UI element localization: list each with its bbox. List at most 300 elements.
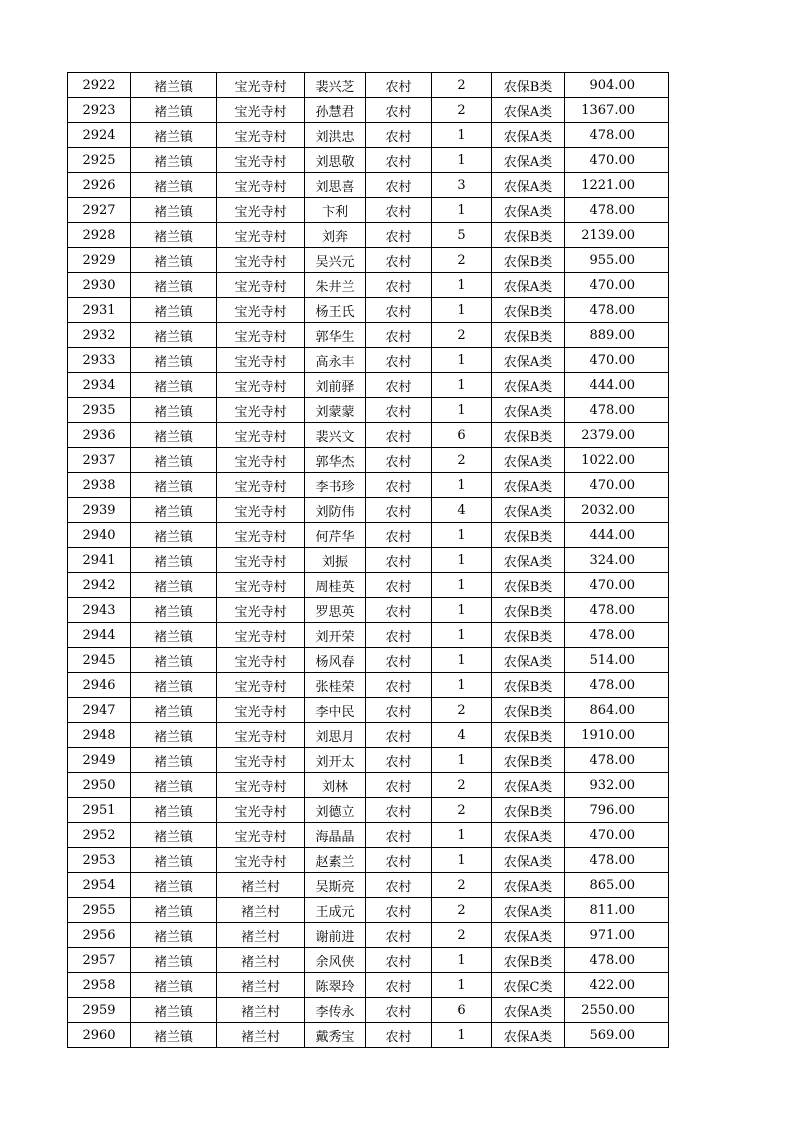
town-cell: 褚兰镇	[131, 423, 217, 448]
insurance-category-cell: 农保B类	[492, 748, 565, 773]
amount-cell: 889.00	[565, 323, 669, 348]
village-cell: 宝光寺村	[217, 398, 305, 423]
household-size-cell: 1	[432, 823, 492, 848]
name-cell: 李传永	[305, 998, 366, 1023]
household-size-cell: 2	[432, 248, 492, 273]
amount-cell: 478.00	[565, 198, 669, 223]
town-cell: 褚兰镇	[131, 198, 217, 223]
household-size-cell: 1	[432, 298, 492, 323]
name-cell: 刘思敬	[305, 148, 366, 173]
village-cell: 褚兰村	[217, 898, 305, 923]
insurance-category-cell: 农保B类	[492, 73, 565, 98]
name-cell: 赵素兰	[305, 848, 366, 873]
table-row	[68, 473, 669, 498]
household-size-cell: 1	[432, 573, 492, 598]
area-type-cell: 农村	[366, 923, 432, 948]
table-row	[68, 548, 669, 573]
table-row	[68, 623, 669, 648]
village-cell: 宝光寺村	[217, 823, 305, 848]
table-row	[68, 323, 669, 348]
amount-cell: 1910.00	[565, 723, 669, 748]
town-cell: 褚兰镇	[131, 173, 217, 198]
row-number-cell: 2944	[68, 623, 131, 648]
table-row	[68, 898, 669, 923]
table-row	[68, 123, 669, 148]
household-size-cell: 2	[432, 923, 492, 948]
name-cell: 余风侠	[305, 948, 366, 973]
row-number-cell: 2941	[68, 548, 131, 573]
amount-cell: 470.00	[565, 823, 669, 848]
name-cell: 谢前进	[305, 923, 366, 948]
insurance-category-cell: 农保B类	[492, 723, 565, 748]
table-row	[68, 823, 669, 848]
household-size-cell: 2	[432, 873, 492, 898]
village-cell: 褚兰村	[217, 1023, 305, 1048]
town-cell: 褚兰镇	[131, 848, 217, 873]
table-row	[68, 923, 669, 948]
town-cell: 褚兰镇	[131, 898, 217, 923]
amount-cell: 478.00	[565, 748, 669, 773]
table-row	[68, 598, 669, 623]
amount-cell: 569.00	[565, 1023, 669, 1048]
village-cell: 宝光寺村	[217, 123, 305, 148]
town-cell: 褚兰镇	[131, 448, 217, 473]
town-cell: 褚兰镇	[131, 473, 217, 498]
amount-cell: 478.00	[565, 673, 669, 698]
row-number-cell: 2926	[68, 173, 131, 198]
amount-cell: 470.00	[565, 148, 669, 173]
town-cell: 褚兰镇	[131, 923, 217, 948]
area-type-cell: 农村	[366, 323, 432, 348]
area-type-cell: 农村	[366, 398, 432, 423]
insurance-category-cell: 农保B类	[492, 698, 565, 723]
household-size-cell: 1	[432, 348, 492, 373]
row-number-cell: 2940	[68, 523, 131, 548]
village-cell: 宝光寺村	[217, 523, 305, 548]
area-type-cell: 农村	[366, 223, 432, 248]
household-size-cell: 1	[432, 648, 492, 673]
area-type-cell: 农村	[366, 973, 432, 998]
row-number-cell: 2955	[68, 898, 131, 923]
household-size-cell: 2	[432, 448, 492, 473]
insurance-category-cell: 农保B类	[492, 223, 565, 248]
amount-cell: 2032.00	[565, 498, 669, 523]
area-type-cell: 农村	[366, 173, 432, 198]
name-cell: 何芹华	[305, 523, 366, 548]
household-size-cell: 1	[432, 148, 492, 173]
household-size-cell: 1	[432, 848, 492, 873]
village-cell: 宝光寺村	[217, 673, 305, 698]
area-type-cell: 农村	[366, 523, 432, 548]
household-size-cell: 1	[432, 948, 492, 973]
amount-cell: 422.00	[565, 973, 669, 998]
row-number-cell: 2929	[68, 248, 131, 273]
insurance-category-cell: 农保A类	[492, 898, 565, 923]
amount-cell: 2379.00	[565, 423, 669, 448]
town-cell: 褚兰镇	[131, 98, 217, 123]
area-type-cell: 农村	[366, 473, 432, 498]
name-cell: 李中民	[305, 698, 366, 723]
row-number-cell: 2924	[68, 123, 131, 148]
town-cell: 褚兰镇	[131, 798, 217, 823]
area-type-cell: 农村	[366, 798, 432, 823]
household-size-cell: 2	[432, 98, 492, 123]
row-number-cell: 2933	[68, 348, 131, 373]
village-cell: 褚兰村	[217, 923, 305, 948]
town-cell: 褚兰镇	[131, 398, 217, 423]
town-cell: 褚兰镇	[131, 73, 217, 98]
amount-cell: 470.00	[565, 573, 669, 598]
village-cell: 褚兰村	[217, 973, 305, 998]
name-cell: 刘开荣	[305, 623, 366, 648]
area-type-cell: 农村	[366, 698, 432, 723]
table-row	[68, 198, 669, 223]
table-row	[68, 648, 669, 673]
name-cell: 刘蒙蒙	[305, 398, 366, 423]
row-number-cell: 2956	[68, 923, 131, 948]
household-size-cell: 1	[432, 548, 492, 573]
village-cell: 宝光寺村	[217, 173, 305, 198]
table-row	[68, 573, 669, 598]
row-number-cell: 2959	[68, 998, 131, 1023]
household-size-cell: 1	[432, 473, 492, 498]
insurance-category-cell: 农保B类	[492, 573, 565, 598]
area-type-cell: 农村	[366, 198, 432, 223]
table-row	[68, 498, 669, 523]
row-number-cell: 2943	[68, 598, 131, 623]
household-size-cell: 1	[432, 273, 492, 298]
name-cell: 裴兴芝	[305, 73, 366, 98]
amount-cell: 478.00	[565, 623, 669, 648]
insurance-category-cell: 农保A类	[492, 498, 565, 523]
village-cell: 宝光寺村	[217, 298, 305, 323]
row-number-cell: 2928	[68, 223, 131, 248]
table-row	[68, 948, 669, 973]
town-cell: 褚兰镇	[131, 373, 217, 398]
name-cell: 裴兴文	[305, 423, 366, 448]
table-row	[68, 148, 669, 173]
table-row	[68, 973, 669, 998]
town-cell: 褚兰镇	[131, 123, 217, 148]
town-cell: 褚兰镇	[131, 323, 217, 348]
table-row	[68, 348, 669, 373]
table-row	[68, 398, 669, 423]
household-size-cell: 4	[432, 723, 492, 748]
town-cell: 褚兰镇	[131, 523, 217, 548]
village-cell: 宝光寺村	[217, 748, 305, 773]
area-type-cell: 农村	[366, 298, 432, 323]
row-number-cell: 2931	[68, 298, 131, 323]
row-number-cell: 2952	[68, 823, 131, 848]
amount-cell: 470.00	[565, 273, 669, 298]
town-cell: 褚兰镇	[131, 873, 217, 898]
row-number-cell: 2923	[68, 98, 131, 123]
town-cell: 褚兰镇	[131, 823, 217, 848]
name-cell: 海晶晶	[305, 823, 366, 848]
name-cell: 李书珍	[305, 473, 366, 498]
insurance-category-cell: 农保B类	[492, 423, 565, 448]
table-row	[68, 1023, 669, 1048]
area-type-cell: 农村	[366, 73, 432, 98]
row-number-cell: 2930	[68, 273, 131, 298]
row-number-cell: 2958	[68, 973, 131, 998]
amount-cell: 470.00	[565, 473, 669, 498]
table-row	[68, 73, 669, 98]
household-size-cell: 1	[432, 398, 492, 423]
amount-cell: 324.00	[565, 548, 669, 573]
household-size-cell: 1	[432, 973, 492, 998]
insurance-category-cell: 农保B类	[492, 323, 565, 348]
amount-cell: 444.00	[565, 523, 669, 548]
insurance-category-cell: 农保A类	[492, 448, 565, 473]
amount-cell: 478.00	[565, 848, 669, 873]
benefit-table-container	[67, 72, 669, 1048]
village-cell: 褚兰村	[217, 998, 305, 1023]
town-cell: 褚兰镇	[131, 773, 217, 798]
area-type-cell: 农村	[366, 548, 432, 573]
village-cell: 宝光寺村	[217, 373, 305, 398]
table-row	[68, 373, 669, 398]
area-type-cell: 农村	[366, 273, 432, 298]
insurance-category-cell: 农保A类	[492, 823, 565, 848]
insurance-category-cell: 农保A类	[492, 98, 565, 123]
insurance-category-cell: 农保B类	[492, 248, 565, 273]
town-cell: 褚兰镇	[131, 973, 217, 998]
table-row	[68, 748, 669, 773]
village-cell: 宝光寺村	[217, 723, 305, 748]
insurance-category-cell: 农保B类	[492, 298, 565, 323]
household-size-cell: 3	[432, 173, 492, 198]
benefit-table	[67, 72, 669, 1048]
insurance-category-cell: 农保B类	[492, 673, 565, 698]
amount-cell: 470.00	[565, 348, 669, 373]
row-number-cell: 2948	[68, 723, 131, 748]
insurance-category-cell: 农保B类	[492, 948, 565, 973]
area-type-cell: 农村	[366, 873, 432, 898]
village-cell: 宝光寺村	[217, 423, 305, 448]
insurance-category-cell: 农保A类	[492, 848, 565, 873]
area-type-cell: 农村	[366, 248, 432, 273]
name-cell: 杨王氏	[305, 298, 366, 323]
household-size-cell: 1	[432, 1023, 492, 1048]
amount-cell: 478.00	[565, 598, 669, 623]
household-size-cell: 2	[432, 898, 492, 923]
area-type-cell: 农村	[366, 123, 432, 148]
table-row	[68, 173, 669, 198]
village-cell: 褚兰村	[217, 948, 305, 973]
name-cell: 郭华生	[305, 323, 366, 348]
area-type-cell: 农村	[366, 1023, 432, 1048]
insurance-category-cell: 农保A类	[492, 373, 565, 398]
name-cell: 刘开太	[305, 748, 366, 773]
area-type-cell: 农村	[366, 148, 432, 173]
amount-cell: 2139.00	[565, 223, 669, 248]
insurance-category-cell: 农保A类	[492, 473, 565, 498]
name-cell: 张桂荣	[305, 673, 366, 698]
household-size-cell: 1	[432, 373, 492, 398]
row-number-cell: 2935	[68, 398, 131, 423]
village-cell: 宝光寺村	[217, 323, 305, 348]
name-cell: 刘林	[305, 773, 366, 798]
row-number-cell: 2932	[68, 323, 131, 348]
village-cell: 宝光寺村	[217, 223, 305, 248]
area-type-cell: 农村	[366, 898, 432, 923]
row-number-cell: 2939	[68, 498, 131, 523]
insurance-category-cell: 农保A类	[492, 548, 565, 573]
village-cell: 宝光寺村	[217, 348, 305, 373]
amount-cell: 811.00	[565, 898, 669, 923]
insurance-category-cell: 农保A类	[492, 173, 565, 198]
village-cell: 宝光寺村	[217, 73, 305, 98]
table-row	[68, 223, 669, 248]
town-cell: 褚兰镇	[131, 348, 217, 373]
household-size-cell: 2	[432, 773, 492, 798]
name-cell: 陈翠玲	[305, 973, 366, 998]
village-cell: 宝光寺村	[217, 798, 305, 823]
insurance-category-cell: 农保B类	[492, 798, 565, 823]
town-cell: 褚兰镇	[131, 948, 217, 973]
row-number-cell: 2946	[68, 673, 131, 698]
row-number-cell: 2951	[68, 798, 131, 823]
amount-cell: 796.00	[565, 798, 669, 823]
village-cell: 宝光寺村	[217, 448, 305, 473]
area-type-cell: 农村	[366, 998, 432, 1023]
area-type-cell: 农村	[366, 773, 432, 798]
table-row	[68, 873, 669, 898]
town-cell: 褚兰镇	[131, 623, 217, 648]
table-row	[68, 773, 669, 798]
household-size-cell: 1	[432, 523, 492, 548]
insurance-category-cell: 农保A类	[492, 398, 565, 423]
name-cell: 高永丰	[305, 348, 366, 373]
name-cell: 刘思月	[305, 723, 366, 748]
table-body	[68, 73, 669, 1048]
name-cell: 刘奔	[305, 223, 366, 248]
name-cell: 周桂英	[305, 573, 366, 598]
table-row	[68, 523, 669, 548]
area-type-cell: 农村	[366, 748, 432, 773]
area-type-cell: 农村	[366, 648, 432, 673]
table-row	[68, 798, 669, 823]
amount-cell: 444.00	[565, 373, 669, 398]
village-cell: 宝光寺村	[217, 548, 305, 573]
town-cell: 褚兰镇	[131, 298, 217, 323]
insurance-category-cell: 农保A类	[492, 123, 565, 148]
row-number-cell: 2953	[68, 848, 131, 873]
household-size-cell: 2	[432, 323, 492, 348]
area-type-cell: 农村	[366, 423, 432, 448]
village-cell: 宝光寺村	[217, 98, 305, 123]
town-cell: 褚兰镇	[131, 598, 217, 623]
row-number-cell: 2957	[68, 948, 131, 973]
insurance-category-cell: 农保A类	[492, 773, 565, 798]
row-number-cell: 2938	[68, 473, 131, 498]
village-cell: 宝光寺村	[217, 773, 305, 798]
insurance-category-cell: 农保A类	[492, 198, 565, 223]
name-cell: 刘前驿	[305, 373, 366, 398]
area-type-cell: 农村	[366, 598, 432, 623]
row-number-cell: 2942	[68, 573, 131, 598]
town-cell: 褚兰镇	[131, 548, 217, 573]
area-type-cell: 农村	[366, 98, 432, 123]
household-size-cell: 5	[432, 223, 492, 248]
table-row	[68, 98, 669, 123]
area-type-cell: 农村	[366, 673, 432, 698]
area-type-cell: 农村	[366, 448, 432, 473]
insurance-category-cell: 农保A类	[492, 648, 565, 673]
town-cell: 褚兰镇	[131, 273, 217, 298]
insurance-category-cell: 农保B类	[492, 623, 565, 648]
row-number-cell: 2925	[68, 148, 131, 173]
town-cell: 褚兰镇	[131, 573, 217, 598]
row-number-cell: 2945	[68, 648, 131, 673]
village-cell: 宝光寺村	[217, 698, 305, 723]
town-cell: 褚兰镇	[131, 748, 217, 773]
name-cell: 孙慧君	[305, 98, 366, 123]
table-row	[68, 298, 669, 323]
insurance-category-cell: 农保A类	[492, 873, 565, 898]
area-type-cell: 农村	[366, 823, 432, 848]
table-row	[68, 998, 669, 1023]
area-type-cell: 农村	[366, 623, 432, 648]
town-cell: 褚兰镇	[131, 223, 217, 248]
village-cell: 宝光寺村	[217, 473, 305, 498]
household-size-cell: 6	[432, 423, 492, 448]
area-type-cell: 农村	[366, 848, 432, 873]
town-cell: 褚兰镇	[131, 998, 217, 1023]
amount-cell: 864.00	[565, 698, 669, 723]
row-number-cell: 2954	[68, 873, 131, 898]
name-cell: 刘振	[305, 548, 366, 573]
amount-cell: 865.00	[565, 873, 669, 898]
insurance-category-cell: 农保A类	[492, 273, 565, 298]
household-size-cell: 1	[432, 598, 492, 623]
town-cell: 褚兰镇	[131, 673, 217, 698]
row-number-cell: 2949	[68, 748, 131, 773]
household-size-cell: 4	[432, 498, 492, 523]
name-cell: 杨风春	[305, 648, 366, 673]
town-cell: 褚兰镇	[131, 723, 217, 748]
name-cell: 罗思英	[305, 598, 366, 623]
name-cell: 王成元	[305, 898, 366, 923]
name-cell: 吴兴元	[305, 248, 366, 273]
village-cell: 宝光寺村	[217, 148, 305, 173]
town-cell: 褚兰镇	[131, 1023, 217, 1048]
area-type-cell: 农村	[366, 573, 432, 598]
amount-cell: 478.00	[565, 298, 669, 323]
village-cell: 宝光寺村	[217, 498, 305, 523]
amount-cell: 478.00	[565, 123, 669, 148]
amount-cell: 1022.00	[565, 448, 669, 473]
household-size-cell: 6	[432, 998, 492, 1023]
insurance-category-cell: 农保A类	[492, 1023, 565, 1048]
town-cell: 褚兰镇	[131, 248, 217, 273]
town-cell: 褚兰镇	[131, 148, 217, 173]
area-type-cell: 农村	[366, 348, 432, 373]
name-cell: 卞利	[305, 198, 366, 223]
table-row	[68, 723, 669, 748]
village-cell: 宝光寺村	[217, 848, 305, 873]
amount-cell: 1367.00	[565, 98, 669, 123]
village-cell: 宝光寺村	[217, 623, 305, 648]
row-number-cell: 2950	[68, 773, 131, 798]
table-row	[68, 248, 669, 273]
amount-cell: 1221.00	[565, 173, 669, 198]
amount-cell: 2550.00	[565, 998, 669, 1023]
area-type-cell: 农村	[366, 948, 432, 973]
household-size-cell: 2	[432, 698, 492, 723]
village-cell: 宝光寺村	[217, 648, 305, 673]
